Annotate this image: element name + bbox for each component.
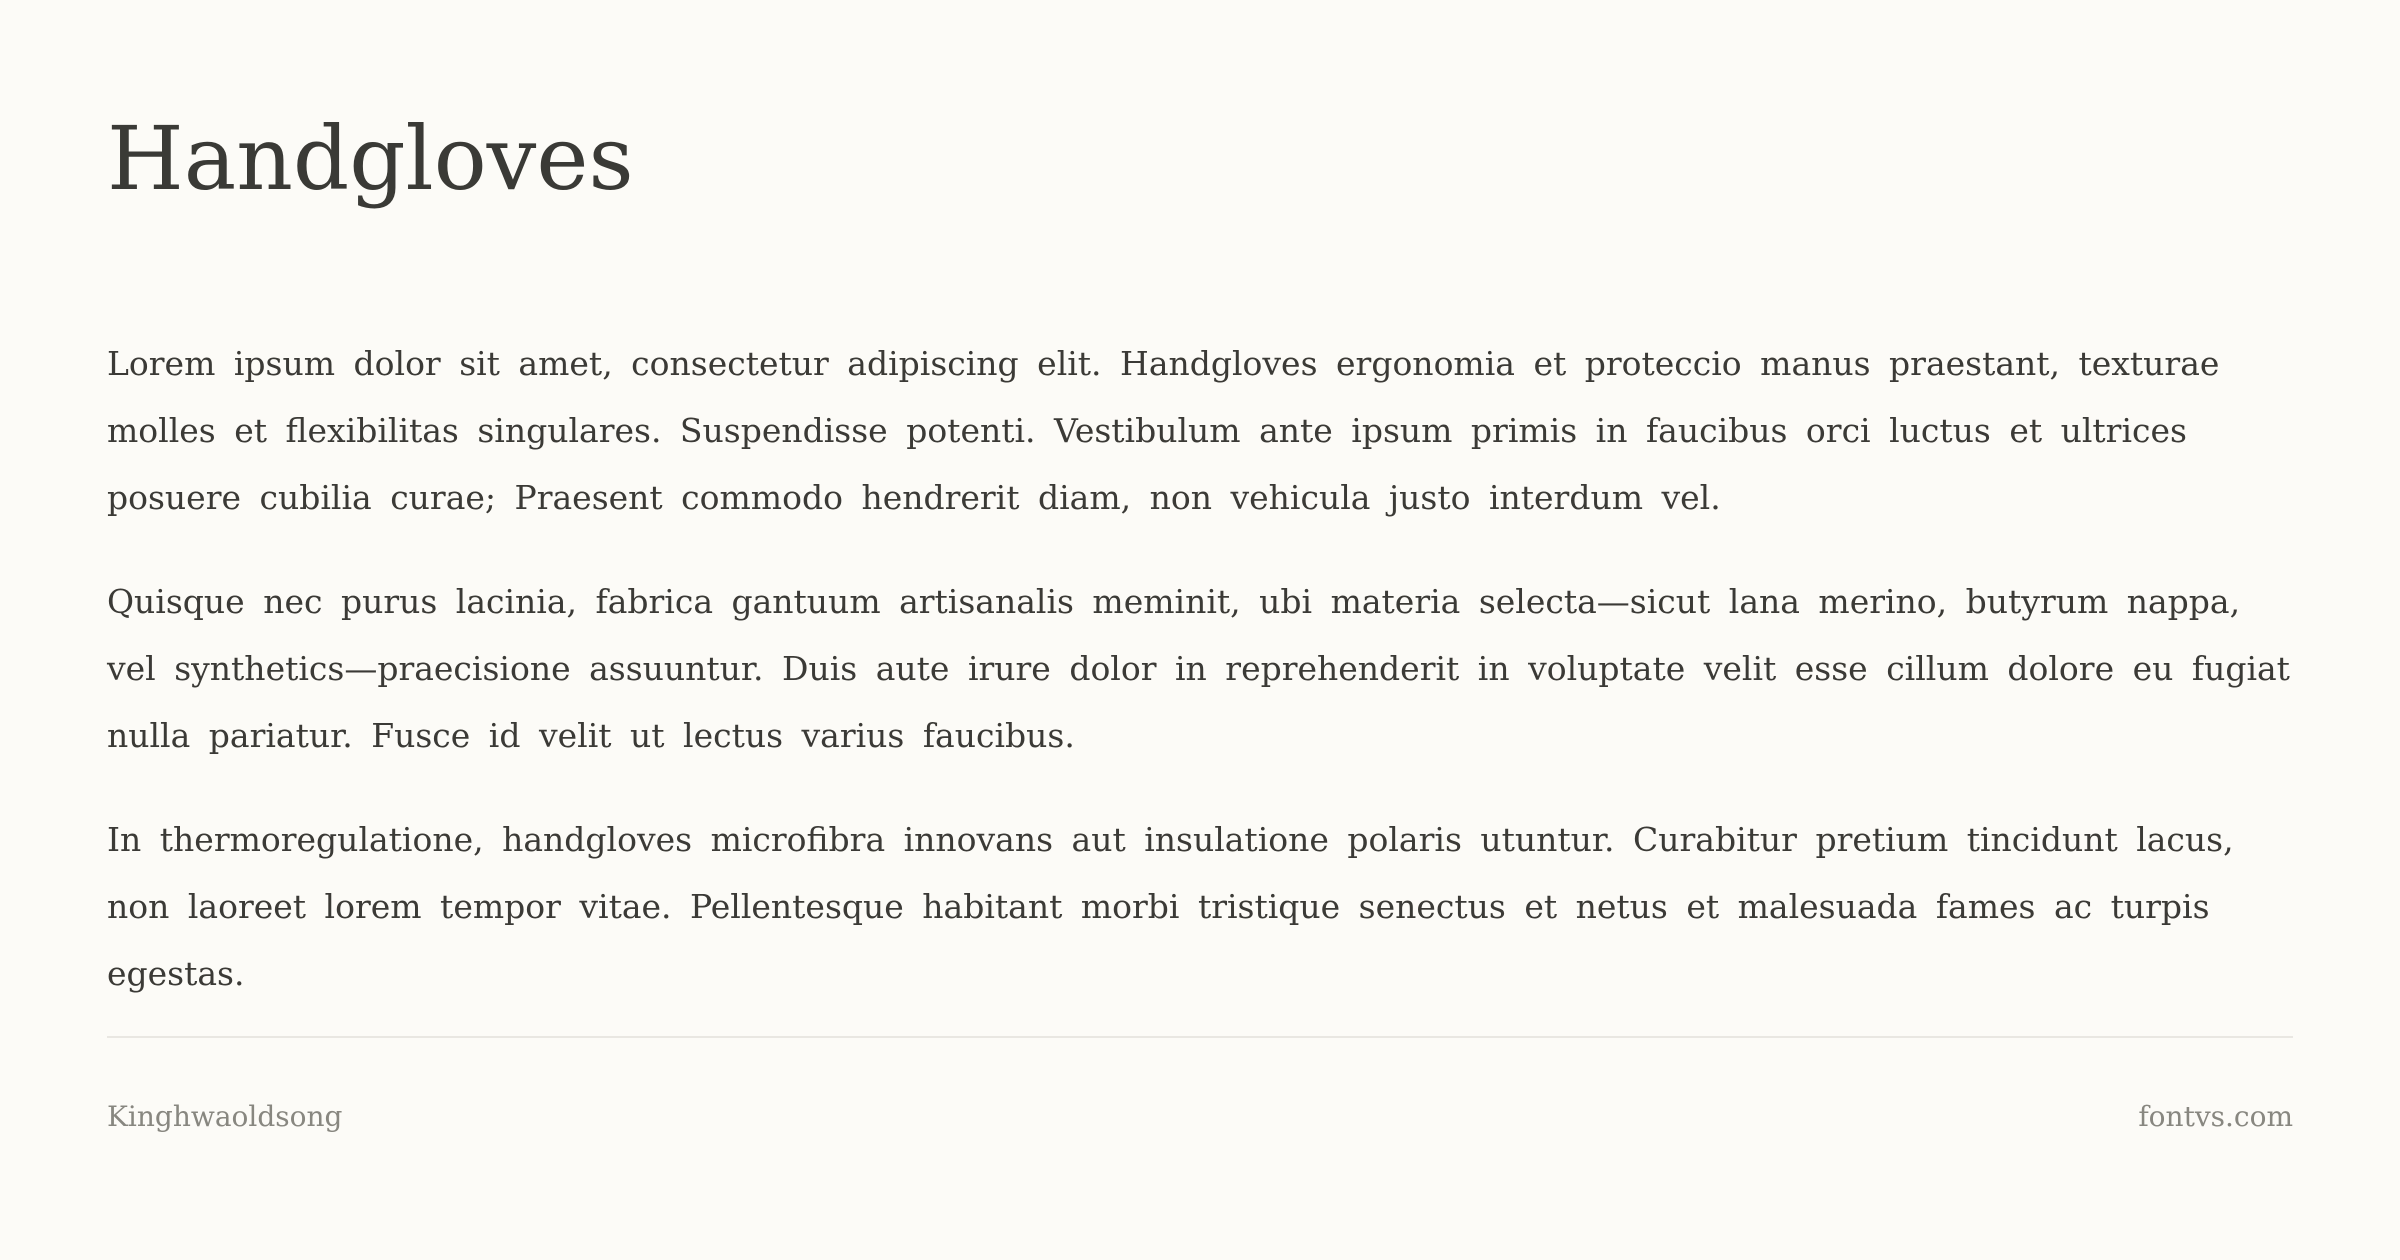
site-label: fontvs.com — [2138, 1100, 2293, 1133]
font-name-label: Kinghwaoldsong — [107, 1100, 343, 1133]
paragraph-1: Lorem ipsum dolor sit amet, consectetur adipiscing elit. Handgloves ergonomia et proteccio manus praestant, texturae molles et flexibilitas singulares. Suspendisse potenti. Vestibulum ante ipsum primis in faucibus orci luctus et ultrices posuere cubilia curae; Praesent commodo hendrerit diam, non vehicula justo interdum vel. — [107, 344, 2220, 517]
page-title: Handgloves — [107, 107, 634, 210]
body-text — [107, 330, 2293, 1044]
paragraph-3: In thermoregulatione, handgloves microfibra innovans aut insulatione polaris utuntur. Curabitur pretium tincidunt lacus, non laoreet lorem tempor vitae. Pellentesque habitant morbi tristique senectus et netus et malesuada fames ac turpis egestas. — [107, 820, 2234, 993]
paragraph-2: Quisque nec purus lacinia, fabrica gantuum artisanalis meminit, ubi materia selecta—sicut lana merino, butyrum nappa, vel synthetics—praecisione assuuntur. Duis aute irure dolor in reprehenderit in voluptate velit esse cillum dolore eu fugiat nulla pariatur. Fusce id velit ut lectus varius faucibus. — [107, 582, 2290, 755]
footer-divider — [107, 1036, 2293, 1038]
footer — [107, 1100, 2293, 1133]
